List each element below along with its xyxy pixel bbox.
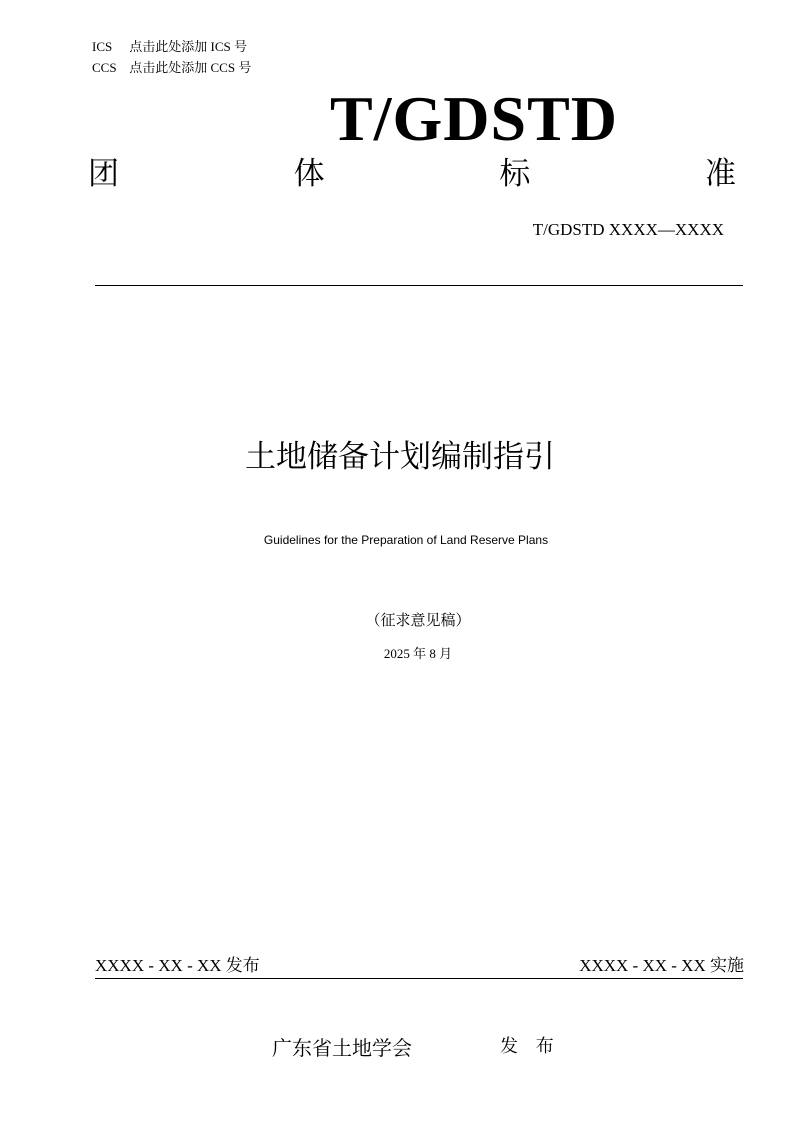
ics-line [92,39,247,55]
ics-placeholder[interactable]: 点击此处添加 ICS 号 [129,39,247,54]
publisher-name: 广东省土地学会 [272,1036,412,1060]
implement-date: XXXX - XX - XX 实施 [579,956,744,975]
standard-type-char: 体 [293,156,325,192]
standard-type-char: 准 [704,156,736,192]
draft-status: （征求意见稿） [365,613,471,629]
ccs-placeholder[interactable]: 点击此处添加 CCS 号 [129,60,252,75]
document-title: 土地储备计划编制指引 [245,439,555,475]
ccs-line [92,60,251,76]
standard-type-char: 团 [88,156,119,192]
document-title-english: Guidelines for the Preparation of Land Reserve Plans [263,533,549,547]
standard-type-char: 标 [499,156,531,192]
publish-label: 发 布 [500,1036,560,1057]
ccs-code: CCS [92,60,117,75]
publish-date: XXXX - XX - XX 发布 [95,956,260,975]
draft-date: 2025 年 8 月 [383,646,453,661]
ics-code: ICS [92,39,113,54]
standard-number: T/GDSTD XXXX—XXXX [532,220,724,239]
standard-type-heading [88,152,736,196]
footer-divider [95,978,743,979]
standard-logo-text: T/GDSTD [330,83,618,154]
header-divider [95,285,743,286]
